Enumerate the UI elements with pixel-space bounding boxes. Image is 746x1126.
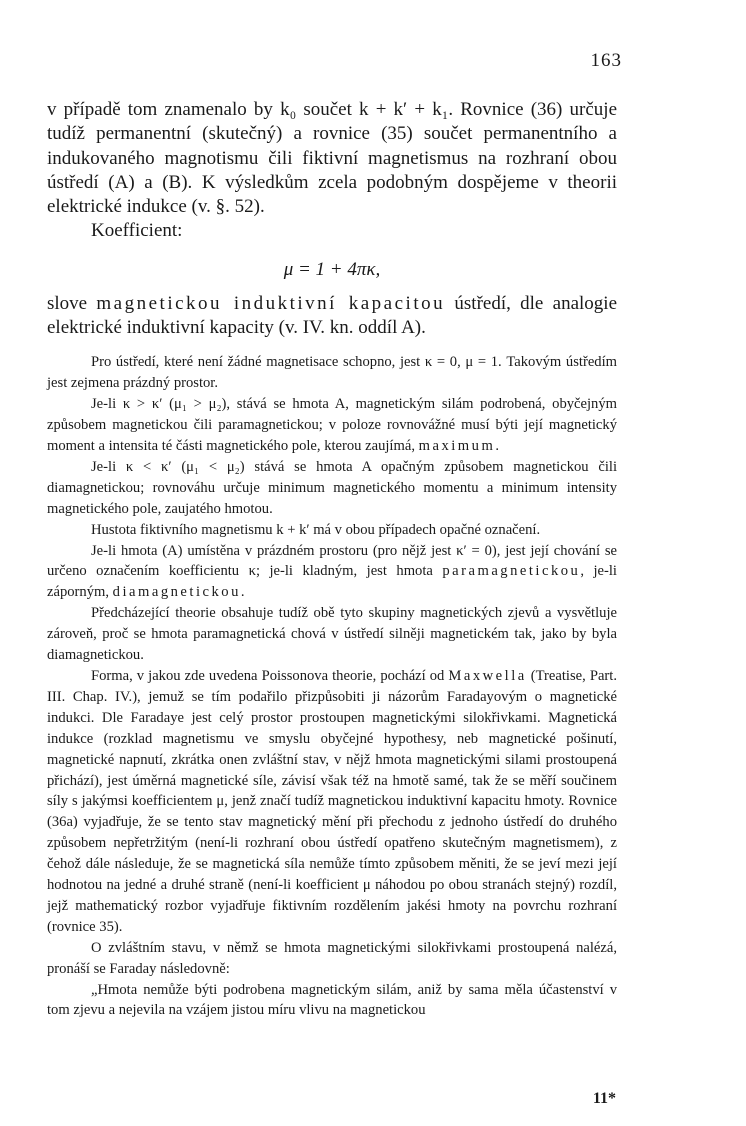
paragraph [47,292,617,341]
signature-mark: 11* [592,1090,616,1107]
emphasized-term: paramagnetickou [442,563,581,580]
main-text [47,98,617,340]
quote-paragraph: „Hmota nemůže býti podrobena magnetickým silám, aniž by sama měla účastenství v tom zjevu a nejevila na vzájem jistou míru vlivu na magnetickou [47,981,617,1019]
text-run: , je-li záporným, [47,563,617,601]
paragraph: Koefficient: [91,220,183,242]
body-text [47,98,617,1021]
text-run: ústředí, dle analogie elektrické induktivní kapacity (v. IV. kn. oddíl A). [47,292,618,339]
text-run: . [495,438,499,454]
text-run: . [240,584,245,601]
small-print-section [47,352,617,1021]
emphasized-term: magnetickou induktivní kapacitou [96,292,446,314]
text-run: Je-li κ > κ′ (μ₁ > μ₂), stává se hmota A, magnetickým silám podrobená, obyčejným způsobem magnetickou čili paramagnetickou; v poloze rovnovážné musí býti její magnetický moment a intensita té části magnetického pole, kterou zaujímá, [47,396,617,454]
emphasized-term: diamagnetickou [112,584,241,601]
paragraph [47,394,617,457]
paragraph: Pro ústředí, které není žádné magnetisace schopno, jest κ = 0, μ = 1. Takovým ústředím jest zejmena prázdný prostor. [47,354,617,392]
formula: μ = 1 + 4πκ, [283,258,381,280]
paragraph: O zvláštním stavu, v němž se hmota magnetickými silokřivkami prostoupená nalézá, pronáší se Faraday následovně: [47,939,617,977]
paragraph: v případě tom znamenalo by k₀ součet k + k′ + k₁. Rovnice (36) určuje tudíž permanentní (skutečný) a rovnice (35) součet permanentního a indukovaného magnotismu čili fiktivní magnetismus na rozhraní obou ústředí (A) a (B). K výsledkům zcela podobným dospějeme v theorii elektrické indukce (v. §. 52). [47,99,617,218]
paragraph [47,541,617,604]
text-run: (Treatise, Part. III. Chap. IV.), jemuž se tím podařilo přizpůsobiti ji názorům Faradayovým o magnetické indukci. Dle Faradaye jest celý prostor prostoupen magnetickými silokřivkami. Magnetická indukce (rozklad magnetismu ve smyslu obyčejné hypothesy, neb magnetické pošinutí, magnetické napnutí, zkrátka onen zvláštní stav, v nějž hmota magnetickými silami prostoupená přichází), jest úměrná magnetické síle, závisí však též na hmotě samé, tak že se měří součinem síly s jakýmsi koefficientem μ, jenž značí tudíž magnetickou induktivní kapacitu hmoty. Rovnice (36a) vyjadřuje, že se tento stav magnetický mění při přechodu z jednoho ústředí do druhého způsobem nepřetržitým (není-li rozhraní obou ústředí opatřeno skutečným magnetismem), z čehož dále následuje, že se magnetická síla nemůže tímto způsobem měniti, že se jeví mezi její hodnotou na jedné a druhé straně (není-li koefficient μ náhodou po obou stranách stejný) rozdíl, jejž mathematický rozbor vyjadřuje fiktivním rozdělením jakési hmoty na povrchu rozhraní (rovnice 35). [47,667,617,935]
emphasized-term: maximum [418,438,496,454]
emphasized-term: Maxwella [448,667,527,684]
paragraph: Je-li κ < κ′ (μ₁ < μ₂) stává se hmota A opačným způsobem magnetickou čili diamagnetickou; rovnováhu určuje minimum magnetického momentu a minimum intensity magnetického pole, zaujatého hmotou. [47,458,617,517]
text-run: slove [47,292,97,314]
text-run: Forma, v jakou zde uvedena Poissonova theorie, pochází od [91,667,449,684]
paragraph: Hustota fiktivního magnetismu k + k′ má v obou případech opačné označení. [91,521,541,538]
text-run: Je-li hmota (A) umístěna v prázdném prostoru (pro nějž jest κ′ = 0), jest její chování se určeno označením koefficientu κ; je-li kladným, jest hmota [47,542,617,580]
paragraph [47,666,617,938]
page-number: 163 [590,50,622,71]
paragraph: Předcházející theorie obsahuje tudíž obě tyto skupiny magnetických zjevů a vysvětluje zároveň, proč se hmota paramagnetická chová v ústředí silněji magnetickém tak, jako by byla diamagnetickou. [47,605,617,664]
